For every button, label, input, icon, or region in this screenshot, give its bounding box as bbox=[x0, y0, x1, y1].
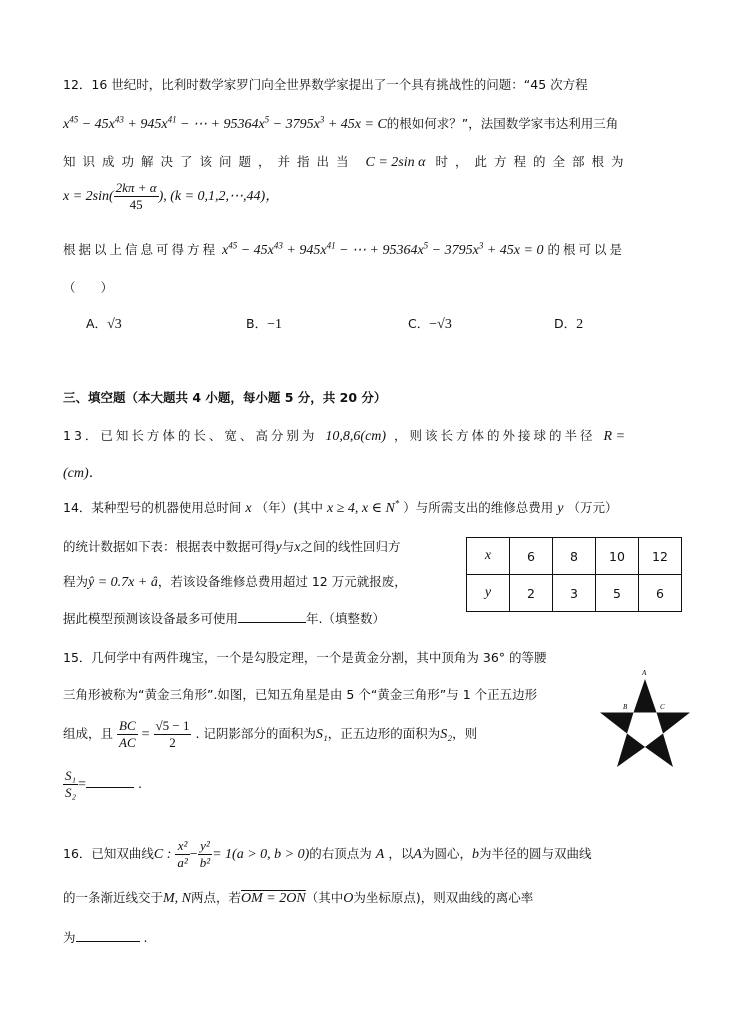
option-b: B．−1 bbox=[246, 316, 282, 332]
table-cell: 8 bbox=[553, 538, 596, 575]
q14-data-table bbox=[466, 537, 682, 612]
pentagram-figure bbox=[597, 665, 693, 773]
table-cell: 5 bbox=[596, 575, 639, 612]
label-b: B bbox=[623, 703, 628, 711]
label-c: C bbox=[660, 703, 665, 711]
table-header-x: x bbox=[467, 538, 510, 575]
option-d: D．2 bbox=[554, 316, 584, 332]
table-row bbox=[467, 575, 682, 612]
q16-line2: 的一条渐近线交于M, N两点，若OM = 2ON（其中O为坐标原点)，则双曲线的离心率 bbox=[63, 890, 534, 906]
q12-line2: $x^{45} - 45x^{43} + 945x^{41}$ − ⋯ + $95364x^5 - 3795x^3 + 45x = C$的根如何求？”，法国数学家韦达利用三角 bbox=[63, 114, 619, 132]
option-c: C．−√3 bbox=[408, 316, 452, 332]
table-cell: 12 bbox=[639, 538, 682, 575]
q15-line3: 组成，且 $\frac{BC}{AC}$ = $\frac{√5 - 1}{2}$ . 记阴影部分的面积为S₁，正五边形的面积为S₂，则 bbox=[63, 718, 478, 750]
q12-line3: 知识成功解决了该问题，并指出当 C = 2sin α 时，此方程的全部根为 bbox=[63, 154, 631, 170]
q14-line3: 程为ŷ = 0.7x + â，若该设备维修总费用超过 12 万元就报废， bbox=[63, 574, 407, 590]
q14-line2: 的统计数据如下表：根据表中数据可得y与x之间的线性回归方 bbox=[63, 539, 401, 555]
q13-line2: (cm)． bbox=[63, 466, 103, 481]
q12-paren: （ ） bbox=[63, 280, 114, 295]
q12-line4: x = 2sin( $\frac{2k\pi + \alpha}{45}$ ), (k = 0,1,2,⋯,44)， bbox=[63, 180, 280, 212]
q16-answer-blank[interactable] bbox=[76, 941, 140, 942]
q16-line3: 为 . bbox=[63, 930, 148, 945]
table-row bbox=[467, 538, 682, 575]
option-a: A．√3 bbox=[86, 316, 122, 332]
label-a: A bbox=[642, 669, 647, 677]
q12-line1: 12．16 世纪时，比利时数学家罗门向全世界数学家提出了一个具有挑战性的问题：“45 次方程 bbox=[63, 77, 588, 92]
q15-answer-blank[interactable] bbox=[86, 787, 134, 788]
section3-heading: 三、填空题（本大题共 4 小题，每小题 5 分，共 20 分） bbox=[63, 390, 387, 405]
q16-line1: 16．已知双曲线C : $\frac{\text{x²}}{\text{a²}}$ − $\frac{\text{y²}}{\text{b²}}$ = 1(a > 0, b > 0)的右顶点为 A ，以A为圆心，b为半径的圆与双曲线 bbox=[63, 838, 592, 870]
table-cell: 6 bbox=[639, 575, 682, 612]
q14-line4: 据此模型预测该设备最多可使用 年.（填整数） bbox=[63, 611, 385, 626]
q14-condition: x ≥ 4, x ∈ N* bbox=[326, 498, 400, 516]
table-header-y: y bbox=[467, 575, 510, 612]
q12-equation: $x^{45} - 45x^{43} + 945x^{41}$ − ⋯ + $95364x^5 - 3795x^3 + 45x = C$ bbox=[63, 114, 387, 132]
q13-line1: 13．已知长方体的长、宽、高分别为 10,8,6(cm) ，则该长方体的外接球的半径 R = bbox=[63, 428, 626, 444]
q14-answer-blank[interactable] bbox=[238, 622, 306, 623]
q15-line2: 三角形被称为“黄金三角形”.如图，已知五角星是由 5 个“黄金三角形”与 1 个正五边形 bbox=[63, 687, 538, 702]
q12-line5: 根据以上信息可得方程 $x^{45} - 45x^{43} + 945x^{41}$ − ⋯ + $95364x^5 - 3795x^3 + 45x = 0$ 的根可以是 bbox=[63, 240, 625, 258]
q15-answer: $\frac{\text{S₁}}{\text{S₂}}$ = . bbox=[65, 768, 142, 800]
table-cell: 10 bbox=[596, 538, 639, 575]
table-cell: 2 bbox=[510, 575, 553, 612]
q15-line1: 15．几何学中有两件瑰宝，一个是勾股定理，一个是黄金分割，其中顶角为 36° 的等腰 bbox=[63, 650, 547, 665]
q12-equation-2: $x^{45} - 45x^{43} + 945x^{41}$ − ⋯ + $95364x^5 - 3795x^3 + 45x = 0$ bbox=[222, 240, 544, 258]
q14-line1: 14．某种型号的机器使用总时间 x （年）(其中 x ≥ 4, x ∈ N* ）与所需支出的维修总费用 y （万元） bbox=[63, 498, 618, 516]
table-cell: 6 bbox=[510, 538, 553, 575]
table-cell: 3 bbox=[553, 575, 596, 612]
